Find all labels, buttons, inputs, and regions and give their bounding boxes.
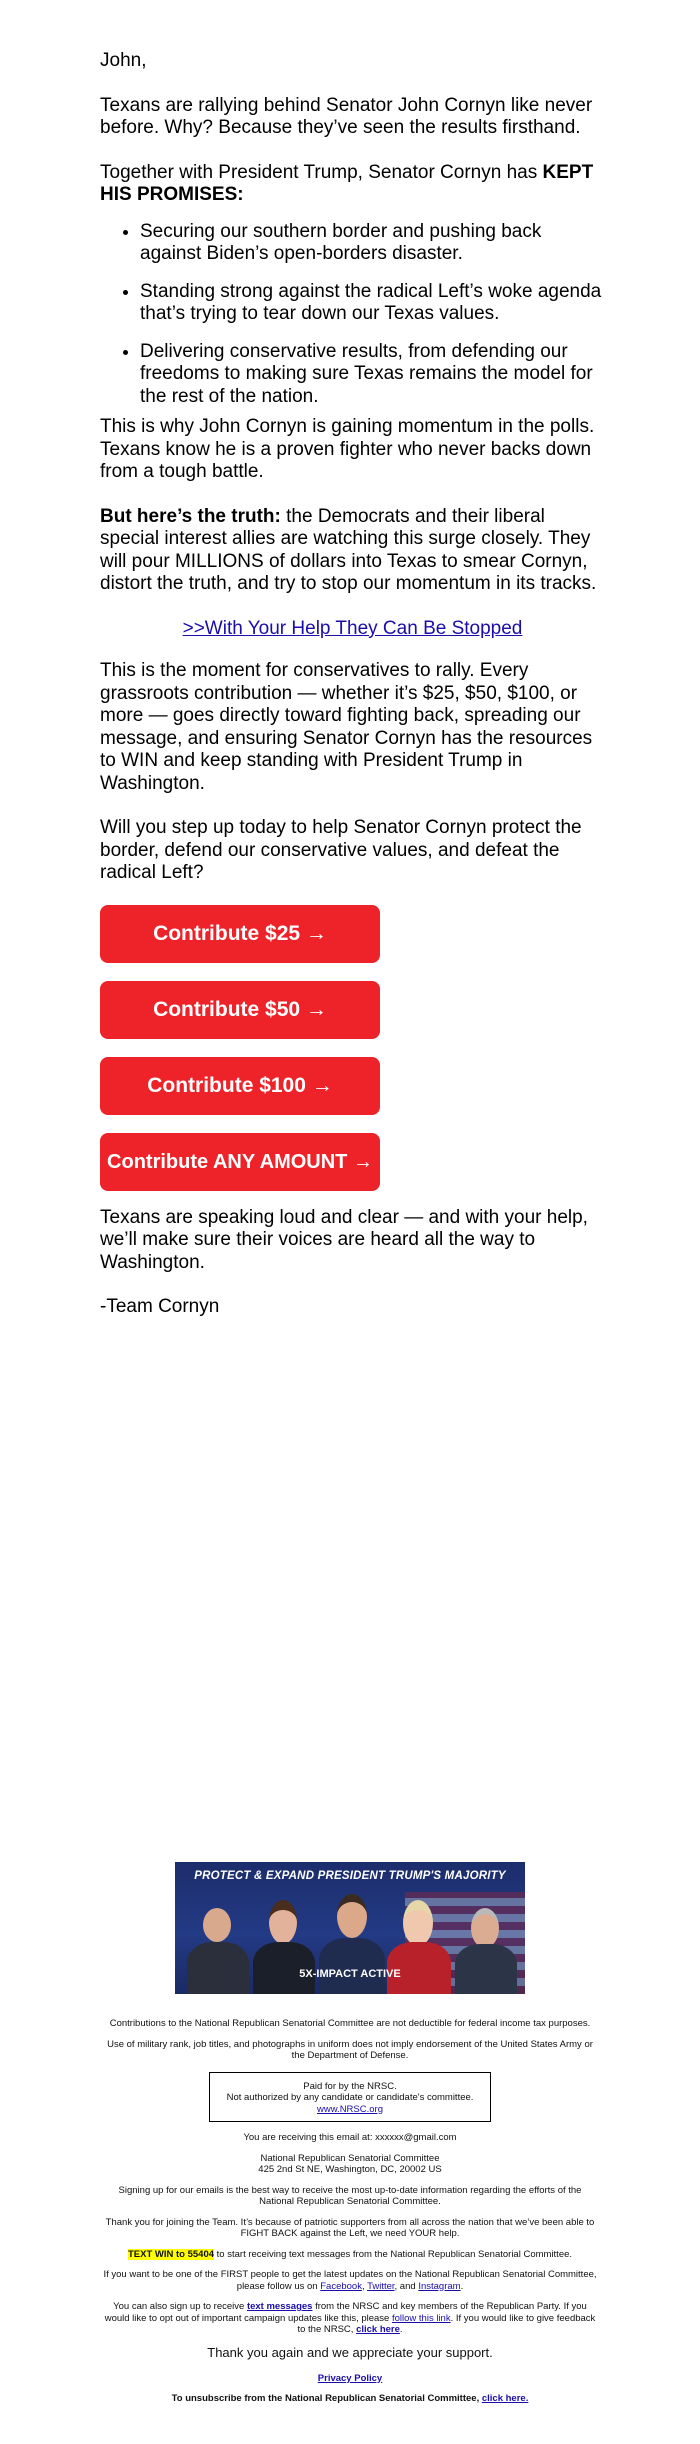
feedback-link[interactable]: click here	[356, 2324, 400, 2335]
org-address: 425 2nd St NE, Washington, DC, 20002 US	[258, 2164, 442, 2175]
greeting: John,	[100, 50, 147, 71]
contribute-any-amount-button[interactable]: Contribute ANY AMOUNT →	[100, 1133, 380, 1191]
unsubscribe-text: To unsubscribe from the National Republican Senatorial Committee,	[171, 2393, 482, 2404]
tax-disclaimer: Contributions to the National Republican Senatorial Committee are not deductible for federal income tax purposes.	[109, 2018, 591, 2029]
privacy-paragraph	[100, 2373, 600, 2385]
org-info	[100, 2153, 600, 2176]
help-stop-link[interactable]: >>With Your Help They Can Be Stopped	[182, 617, 523, 639]
receiving-email: You are receiving this email at: xxxxxx@gmail.com	[243, 2132, 457, 2143]
unsubscribe-paragraph	[100, 2393, 600, 2405]
org-name: National Republican Senatorial Committee	[260, 2152, 440, 2164]
thanks-team: Thank you for joining the Team. It’s because of patriotic supporters from all across the nation that we’ve been able to FIGHT BACK against the Left, we need YOUR help.	[105, 2216, 595, 2239]
campaign-banner[interactable]	[175, 1862, 525, 1994]
promises-text: Together with President Trump, Senator Cornyn has	[100, 161, 543, 183]
promises-list	[100, 221, 605, 409]
opt-out-link[interactable]: follow this link	[391, 2312, 451, 2324]
closing-paragraph: Texans are speaking loud and clear — and with your help, we’ll make sure their voices are heard all the way to Washington.	[100, 1206, 588, 1273]
unsubscribe-link[interactable]: click here.	[481, 2393, 529, 2404]
list-item: • Delivering conservative results, from defending our freedoms to making sure Texas remains the model for the rest of the nation.	[140, 341, 605, 409]
email-footer	[100, 2018, 600, 2414]
paid-for-box	[209, 2072, 491, 2123]
banner-title: PROTECT & EXPAND PRESIDENT TRUMP'S MAJORITY	[194, 1870, 506, 1882]
promises-bold: KEPT HIS PROMISES:	[100, 161, 594, 205]
email-body	[100, 50, 605, 1341]
paid-line: Paid for by the NRSC.	[303, 2080, 397, 2092]
contribute-25-button[interactable]: Contribute $25 →	[100, 905, 380, 963]
list-item: • Securing our southern border and pushing back against Biden’s open-borders disaster.	[140, 221, 605, 266]
military-disclaimer: Use of military rank, job titles, and photographs in uniform does not imply endorsement of the United States Army or the Department of Defense.	[107, 2038, 593, 2061]
rally-paragraph: This is the moment for conservatives to rally. Every grassroots contribution — whether it’s $25, $50, $100, or more — goes directly toward fighting back, spreading our message, and ensuring Senator Cornyn has the resources to WIN and keep standing with President Trump in Washington.	[100, 660, 593, 794]
text-signup-rest: to start receiving text messages from the National Republican Senatorial Committee.	[214, 2248, 573, 2260]
truth-paragraph	[100, 506, 605, 596]
sms-text-a: You can also sign up to receive	[113, 2301, 247, 2312]
text-messages-link[interactable]: text messages	[246, 2301, 313, 2312]
authorization-line: Not authorized by any candidate or candidate's committee.	[226, 2092, 474, 2103]
sms-text-b: from the NRSC and key members of the Republican Party. If you would like to opt out of important campaign updates like this, please	[104, 2301, 587, 2324]
truth-bold: But here’s the truth:	[100, 505, 281, 527]
social-follow: If you want to be one of the FIRST people to get the latest updates on the National Republican Senatorial Committee, please follow us on Facebook, Twitter, and Instagram.	[103, 2269, 597, 2292]
contribute-100-button[interactable]: Contribute $100 →	[100, 1057, 380, 1115]
text-signup	[100, 2249, 600, 2261]
contribute-50-button[interactable]: Contribute $50 →	[100, 981, 380, 1039]
privacy-policy-link[interactable]: Privacy Policy	[317, 2372, 383, 2384]
truth-text: the Democrats and their liberal special interest allies are watching this surge closely. They will pour MILLIONS of dollars into Texas to smear Cornyn, distort the truth, and try to stop our momentum in its tracks.	[100, 505, 597, 594]
banner-subtitle: 5X-IMPACT ACTIVE	[299, 1968, 401, 1980]
signup-info: Signing up for our emails is the best way to receive the most up-to-date information regarding the efforts of the National Republican Senatorial Committee.	[118, 2184, 582, 2207]
sms-optout: You can also sign up to receive text messages from the NRSC and key members of the Republican Party. If you would like to opt out of important campaign updates like this, please follow this link. If you would like to give feedback to the NRSC, click here.	[104, 2301, 596, 2335]
link-paragraph	[100, 618, 605, 641]
facebook-link[interactable]: Facebook	[320, 2280, 362, 2292]
instagram-link[interactable]: Instagram	[418, 2280, 461, 2292]
text-win-highlight: TEXT WIN to 55404	[127, 2248, 215, 2260]
thanks-support: Thank you again and we appreciate your support.	[207, 2344, 493, 2360]
social-text: If you want to be one of the FIRST people to get the latest updates on the National Republican Senatorial Committee, please follow us on	[103, 2269, 597, 2292]
twitter-link[interactable]: Twitter	[367, 2280, 395, 2292]
social-and: , and	[394, 2280, 419, 2292]
promises-paragraph	[100, 162, 605, 207]
nrsc-website-link[interactable]: www.NRSC.org	[317, 2103, 383, 2115]
signoff: -Team Cornyn	[100, 1296, 220, 1317]
intro-paragraph: Texans are rallying behind Senator John Cornyn like never before. Why? Because they’ve seen the results firsthand.	[100, 94, 593, 138]
sms-text-c: . If you would like to give feedback to the NRSC,	[297, 2312, 596, 2335]
list-item: • Standing strong against the radical Left’s woke agenda that’s trying to tear down our Texas values.	[140, 281, 605, 326]
momentum-paragraph: This is why John Cornyn is gaining momentum in the polls. Texans know he is a proven fighter who never backs down from a tough battle.	[100, 416, 595, 482]
question-paragraph: Will you step up today to help Senator Cornyn protect the border, defend our conservative values, and defeat the radical Left?	[100, 817, 582, 883]
